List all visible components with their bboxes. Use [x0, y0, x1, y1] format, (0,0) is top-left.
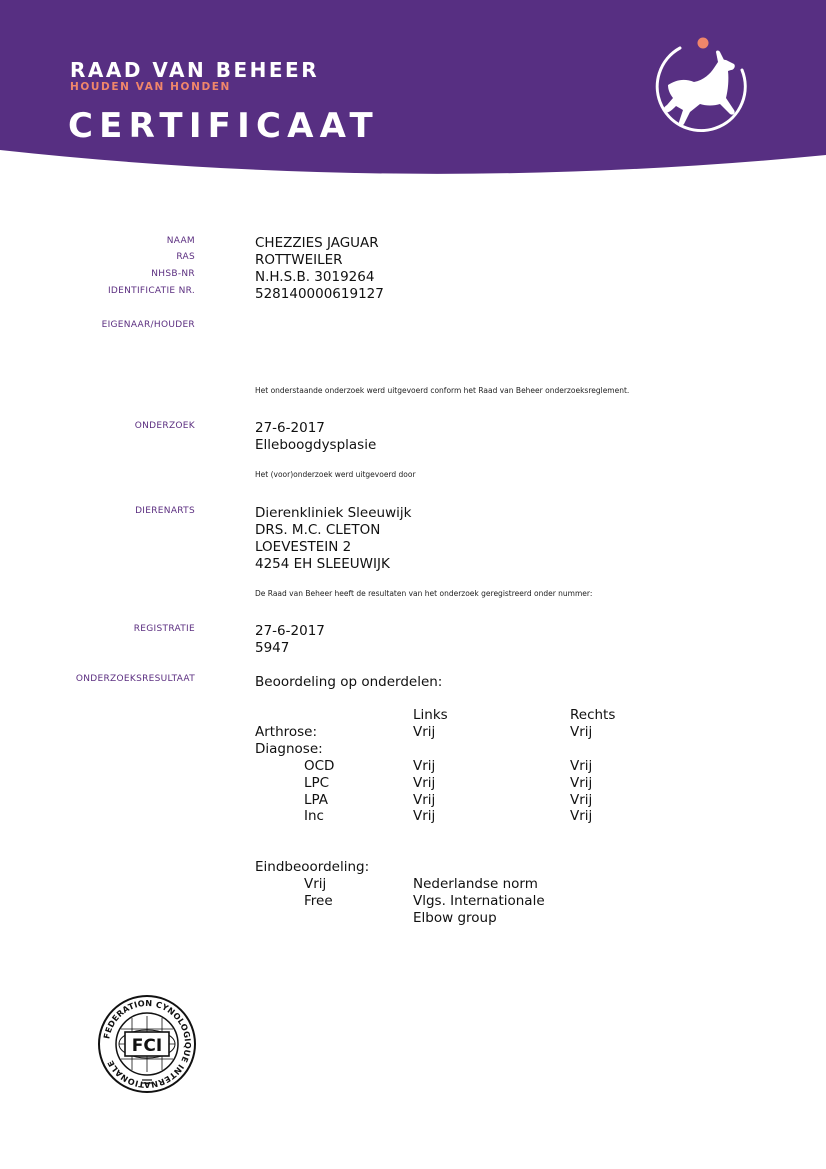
diagnose-row-rechts: Vrij	[570, 808, 593, 824]
registratie-number: 5947	[255, 640, 290, 656]
naam-value: CHEZZIES JAGUAR	[255, 235, 379, 251]
diagnose-row-name: OCD	[304, 758, 335, 774]
nhsb-value: N.H.S.B. 3019264	[255, 269, 375, 285]
eind-nl-grade: Vrij	[304, 876, 327, 892]
resultaat-heading: Beoordeling op onderdelen:	[255, 674, 443, 690]
seal-center-text: FCI	[131, 1036, 163, 1056]
diagnose-row-rechts: Vrij	[570, 758, 593, 774]
onderzoek-label: ONDERZOEK	[134, 421, 195, 431]
registratie-date: 27-6-2017	[255, 623, 325, 639]
org-name: RAAD VAN BEHEER	[70, 58, 320, 82]
diagnose-row-links: Vrij	[413, 775, 436, 791]
org-tagline: HOUDEN VAN HONDEN	[70, 81, 231, 93]
ras-label: RAS	[176, 252, 195, 262]
col-links-header: Links	[413, 707, 448, 723]
performed-by-note: Het (voor)onderzoek werd uitgevoerd door	[255, 470, 416, 479]
dierenarts-line2: DRS. M.C. CLETON	[255, 522, 381, 538]
nhsb-label: NHSB-NR	[151, 269, 195, 279]
onderzoek-date: 27-6-2017	[255, 420, 325, 436]
arthrose-links: Vrij	[413, 724, 436, 740]
dierenarts-line4: 4254 EH SLEEUWIJK	[255, 556, 390, 572]
ras-value: ROTTWEILER	[255, 252, 343, 268]
dierenarts-label: DIERENARTS	[135, 506, 195, 516]
arthrose-rechts: Vrij	[570, 724, 593, 740]
diagnose-row-name: LPA	[304, 792, 329, 808]
resultaat-label: ONDERZOEKSRESULTAAT	[75, 674, 195, 684]
eind-nl-norm: Nederlandse norm	[413, 876, 538, 892]
jumping-dog-icon	[650, 30, 760, 140]
certificate-title: CERTIFICAAT	[68, 106, 379, 146]
naam-label: NAAM	[166, 236, 195, 246]
intro-note: Het onderstaande onderzoek werd uitgevoerd conform het Raad van Beheer onderzoeksreglement.	[255, 386, 630, 395]
diagnose-row-links: Vrij	[413, 792, 436, 808]
registratie-label: REGISTRATIE	[133, 624, 195, 634]
eind-int-norm-line1: Vlgs. Internationale	[413, 893, 545, 909]
onderzoek-type: Elleboogdysplasie	[255, 437, 377, 453]
arthrose-label: Arthrose:	[255, 724, 318, 740]
eigenaar-label: EIGENAAR/HOUDER	[101, 320, 195, 330]
diagnose-row-links: Vrij	[413, 758, 436, 774]
identificatie-label: IDENTIFICATIE NR.	[107, 286, 195, 296]
col-rechts-header: Rechts	[570, 707, 616, 723]
dierenarts-line1: Dierenkliniek Sleeuwijk	[255, 505, 412, 521]
diagnose-row-name: LPC	[304, 775, 330, 791]
dierenarts-line3: LOEVESTEIN 2	[255, 539, 352, 555]
diagnose-label: Diagnose:	[255, 741, 323, 757]
diagnose-row-rechts: Vrij	[570, 792, 593, 808]
diagnose-row-rechts: Vrij	[570, 775, 593, 791]
seal-ring-text: FEDERATION CYNOLOGIQUE INTERNATIONALE	[101, 997, 194, 1091]
diagnose-row-name: Inc	[304, 808, 324, 824]
diagnose-row-links: Vrij	[413, 808, 436, 824]
fci-seal-icon	[97, 994, 197, 1094]
registered-note: De Raad van Beheer heeft de resultaten van het onderzoek geregistreerd onder nummer:	[255, 589, 593, 598]
eind-int-norm-line2: Elbow group	[413, 910, 497, 926]
eindbeoordeling-label: Eindbeoordeling:	[255, 859, 370, 875]
eind-int-grade: Free	[304, 893, 333, 909]
identificatie-value: 528140000619127	[255, 286, 384, 302]
